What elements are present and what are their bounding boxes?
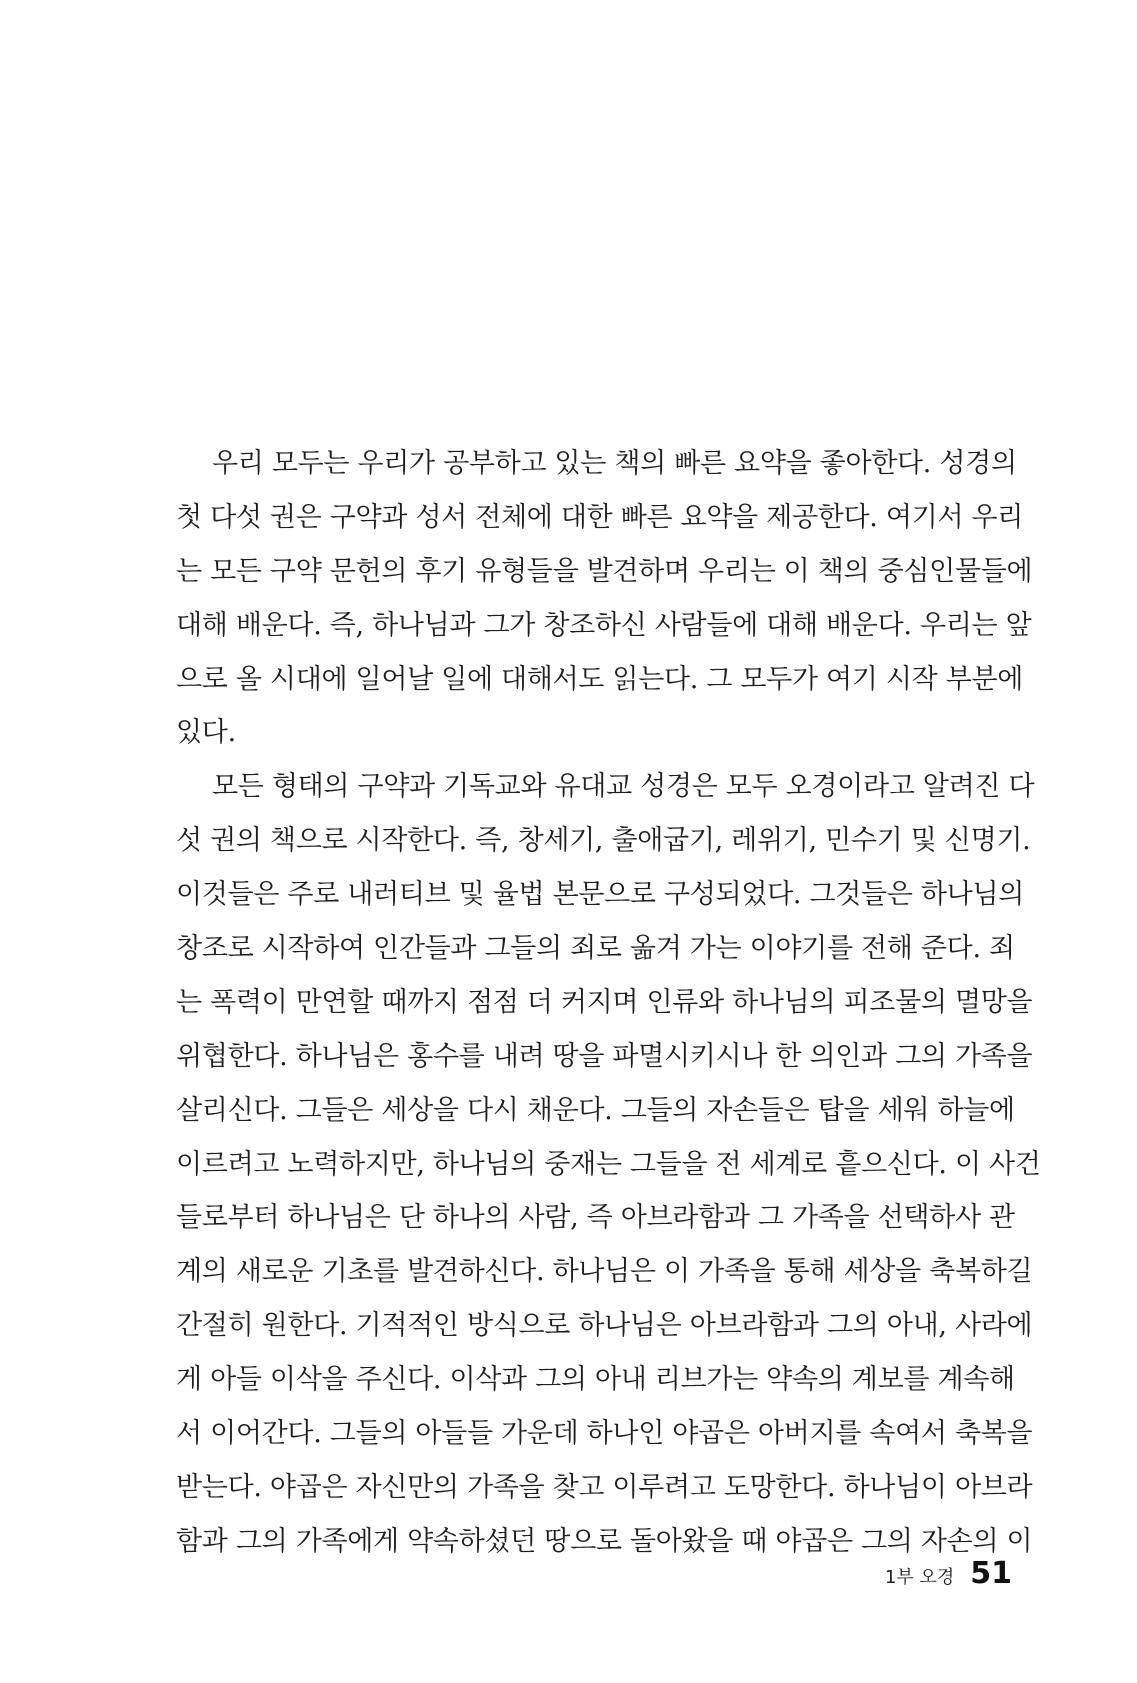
text-line: 으로 올 시대에 일어날 일에 대해서도 읽는다. 그 모두가 여기 시작 부분에 [176,663,1024,695]
running-head: 1부 오경 [884,1567,955,1588]
text-line: 함과 그의 가족에게 약속하셨던 땅으로 돌아왔을 때 야곱은 그의 자손의 이 [176,1525,1033,1557]
text-line: 이르려고 노력하지만, 하나님의 중재는 그들을 전 세계로 흩으신다. 이 사건 [176,1148,1041,1180]
text-line: 첫 다섯 권은 구약과 성서 전체에 대한 빠른 요약을 제공한다. 여기서 우리 [176,501,1024,533]
text-line: 위협한다. 하나님은 홍수를 내려 땅을 파멸시키시나 한 의인과 그의 가족을 [176,1040,1033,1072]
text-line: 우리 모두는 우리가 공부하고 있는 책의 빠른 요약을 좋아한다. 성경의 [212,448,1017,479]
text-line: 서 이어간다. 그들의 아들들 가운데 하나인 야곱은 아버지를 속여서 축복을 [176,1418,1033,1450]
page-number: 51 [970,1556,1012,1591]
body-text [176,437,1041,1569]
text-line: 이것들은 주로 내러티브 및 율법 본문으로 구성되었다. 그것들은 하나님의 [176,879,1025,911]
text-line: 섯 권의 책으로 시작한다. 즉, 창세기, 출애굽기, 레위기, 민수기 및 신명기. [176,825,1031,857]
text-line: 대해 배운다. 즉, 하나님과 그가 창조하신 사람들에 대해 배운다. 우리는 앞 [176,609,1032,641]
paragraph-2 [176,760,1041,1568]
text-line: 는 폭력이 만연할 때까지 점점 더 커지며 인류와 하나님의 피조물의 멸망을 [176,986,1033,1018]
text-line: 들로부터 하나님은 단 하나의 사람, 즉 아브라함과 그 가족을 선택하사 관 [176,1202,1015,1234]
text-line: 있다. [176,717,236,749]
text-line: 살리신다. 그들은 세상을 다시 채운다. 그들의 자손들은 탑을 세워 하늘에 [176,1094,1015,1126]
text-line: 간절히 원한다. 기적적인 방식으로 하나님은 아브라함과 그의 아내, 사라에 [176,1310,1033,1342]
text-line: 창조로 시작하여 인간들과 그들의 죄로 옮겨 가는 이야기를 전해 준다. 죄 [176,933,1015,965]
text-line: 계의 새로운 기초를 발견하신다. 하나님은 이 가족을 통해 세상을 축복하길 [176,1256,1033,1288]
text-line: 게 아들 이삭을 주신다. 이삭과 그의 아내 리브가는 약속의 계보를 계속해 [176,1364,1015,1396]
text-line: 는 모든 구약 문헌의 후기 유형들을 발견하며 우리는 이 책의 중심인물들에 [176,555,1033,587]
text-line: 모든 형태의 구약과 기독교와 유대교 성경은 모두 오경이라고 알려진 다 [212,771,1035,803]
paragraph-1 [176,437,1033,760]
text-line: 받는다. 야곱은 자신만의 가족을 찾고 이루려고 도망한다. 하나님이 아브라 [176,1471,1033,1503]
page-footer [885,1556,1012,1591]
